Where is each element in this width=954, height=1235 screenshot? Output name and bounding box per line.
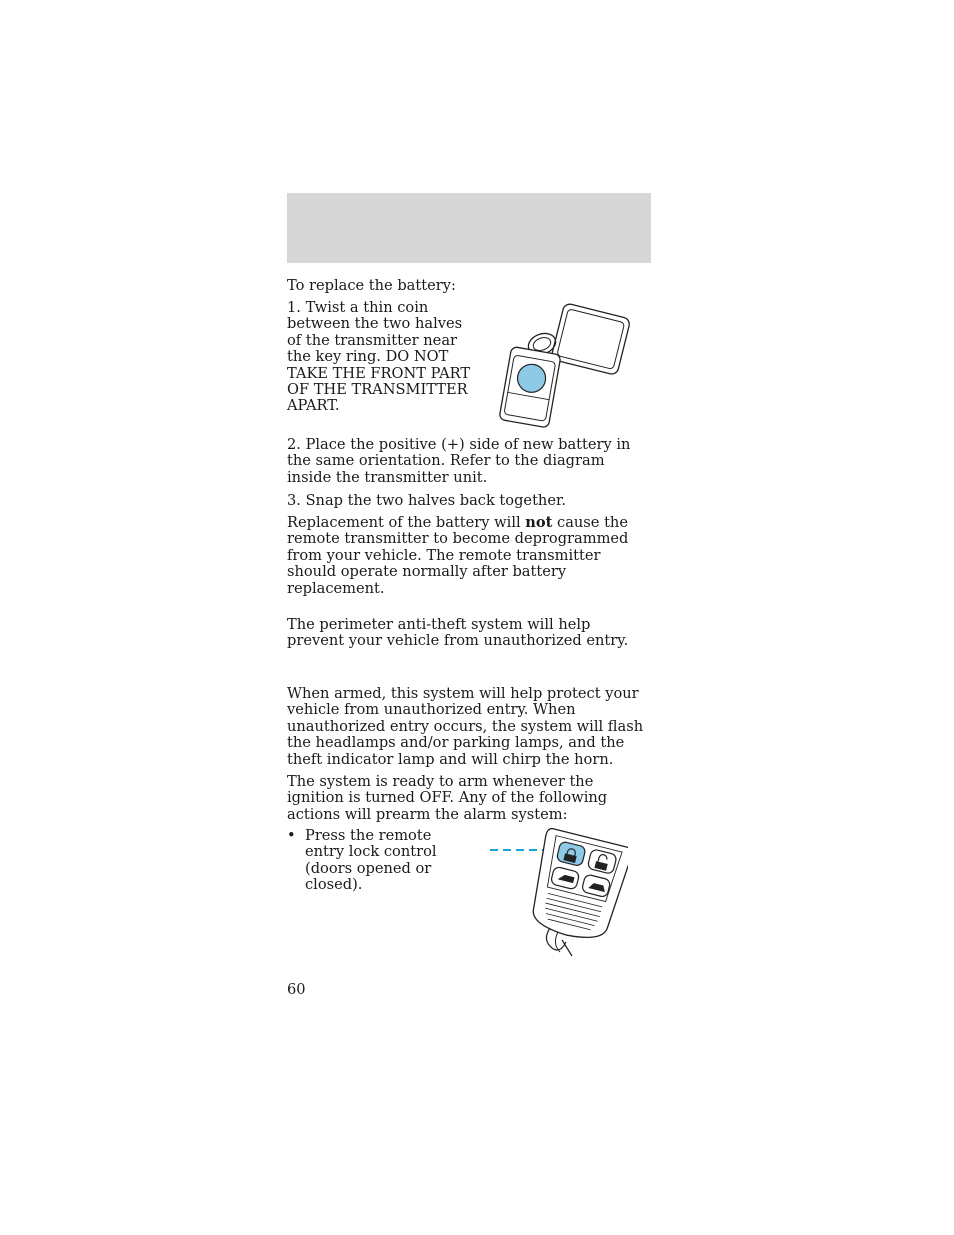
- replacement-note-emphasis: not: [525, 514, 553, 531]
- prearm-paragraph: The system is ready to arm whenever the ignition is turned OFF. Any of the following actions will prearm the alarm system:: [287, 773, 608, 823]
- bullet-text: Press the remote entry lock control (doors opened or closed).: [305, 827, 437, 894]
- transmitter-front-half: [499, 346, 561, 428]
- replacement-note-before: Replacement of the battery will: [287, 514, 526, 531]
- replacement-note-after: cause the remote transmitter to become deprogrammed from your vehicle. The remote transmitter should operate normally after battery replacement.: [287, 514, 629, 597]
- battery-step-1: 1. Twist a thin coin between the two halves of the transmitter near the key ring. DO NOT TAKE THE FRONT PART OF THE TRANSMITTER APART.: [287, 299, 471, 415]
- replacement-note: [287, 515, 651, 597]
- perimeter-intro: The perimeter anti-theft system will help prevent your vehicle from unauthorized entry.: [287, 616, 629, 650]
- battery-intro: To replace the battery:: [287, 277, 456, 294]
- remote-keyfob-lock-illustration: [488, 828, 628, 958]
- page-number: 60: [287, 981, 306, 998]
- section-header-bar: [287, 193, 651, 263]
- transmitter-back-half: [551, 303, 631, 376]
- battery-step-2: 2. Place the positive (+) side of new battery in the same orientation. Refer to the diagram inside the transmitter unit.: [287, 436, 631, 486]
- armed-paragraph: When armed, this system will help protect your vehicle from unauthorized entry. When unauthorized entry occurs, the system will flash the headlamps and/or parking lamps, and the theft indicator lamp and will chirp the horn.: [287, 685, 644, 768]
- battery-step-3: 3. Snap the two halves back together.: [287, 492, 566, 509]
- key-fob-battery-illustration: [495, 300, 635, 430]
- bullet-symbol: •: [287, 827, 296, 844]
